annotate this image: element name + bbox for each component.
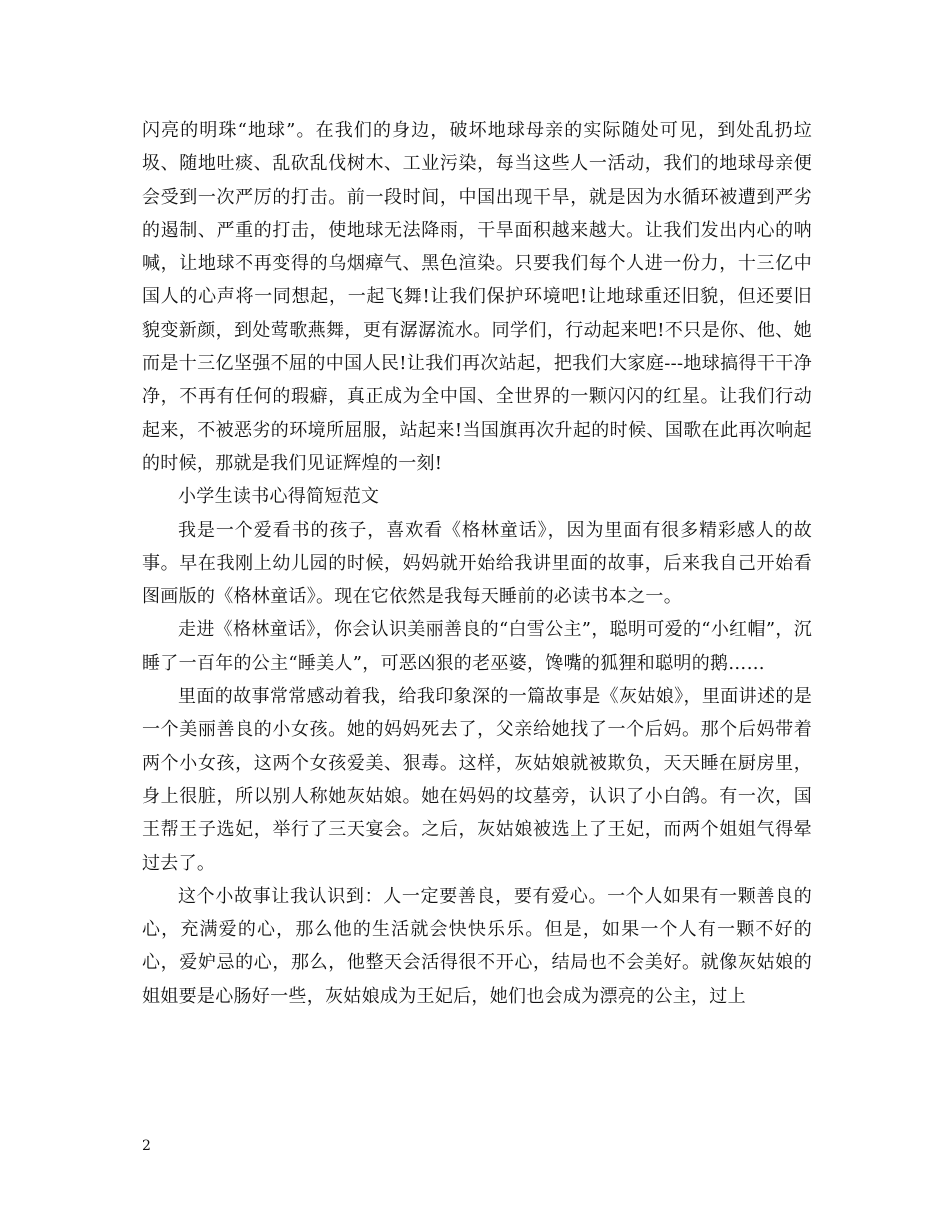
paragraph: 这个小故事让我认识到：人一定要善良，要有爱心。一个人如果有一颗善良的心，充满爱的心，那么他的生活就会快快乐乐。但是，如果一个人有一颗不好的心，爱妒忌的心，那么，他整天会活得很不开心，结局也不会美好。就像灰姑娘的姐姐要是心肠好一些，灰姑娘成为王妃后，她们也会成为漂亮的公主，过上 <box>142 885 812 1007</box>
paragraph: 走进《格林童话》，你会认识美丽善良的“白雪公主”，聪明可爱的“小红帽”，沉睡了一百年的公主“睡美人”，可恶凶狠的老巫婆，馋嘴的狐狸和聪明的鹅…… <box>142 619 812 674</box>
body-text <box>142 114 812 1013</box>
section-heading: 小学生读书心得简短范文 <box>178 486 380 508</box>
paragraph: 我是一个爱看书的孩子，喜欢看《格林童话》，因为里面有很多精彩感人的故事。早在我刚上幼儿园的时候，妈妈就开始给我讲里面的故事，后来我自己开始看图画版的《格林童话》。现在它依然是我每天睡前的必读书本之一。 <box>142 519 812 608</box>
paragraph: 里面的故事常常感动着我，给我印象深的一篇故事是《灰姑娘》，里面讲述的是一个美丽善良的小女孩。她的妈妈死去了，父亲给她找了一个后妈。那个后妈带着两个小女孩，这两个女孩爱美、狠毒。这样，灰姑娘就被欺负，天天睡在厨房里，身上很脏，所以别人称她灰姑娘。她在妈妈的坟墓旁，认识了小白鸽。有一次，国王帮王子选妃，举行了三天宴会。之后，灰姑娘被选上了王妃，而两个姐姐气得晕过去了。 <box>142 686 812 874</box>
paragraph-continuation: 闪亮的明珠“地球”。在我们的身边，破坏地球母亲的实际随处可见，到处乱扔垃圾、随地吐痰、乱砍乱伐树木、工业污染，每当这些人一活动，我们的地球母亲便会受到一次严厉的打击。前一段时间，中国出现干旱，就是因为水循环被遭到严劣的遏制、严重的打击，使地球无法降雨，干旱面积越来越大。让我们发出内心的呐喊，让地球不再变得的乌烟瘴气、黑色渲染。只要我们每个人进一份力，十三亿中国人的心声将一同想起，一起飞舞!让我们保护环境吧!让地球重还旧貌，但还要旧貌变新颜，到处莺歌燕舞，更有潺潺流水。同学们，行动起来吧!不只是你、他、她而是十三亿坚强不屈的中国人民!让我们再次站起，把我们大家庭---地球搞得干干净净，不再有任何的瑕癖，真正成为全中国、全世界的一颗闪闪的红星。让我们行动起来，不被恶劣的环境所屈服，站起来!当国旗再次升起的时候、国歌在此再次响起的时候，那就是我们见证辉煌的一刻! <box>142 120 812 474</box>
page-number: 2 <box>142 1138 151 1154</box>
